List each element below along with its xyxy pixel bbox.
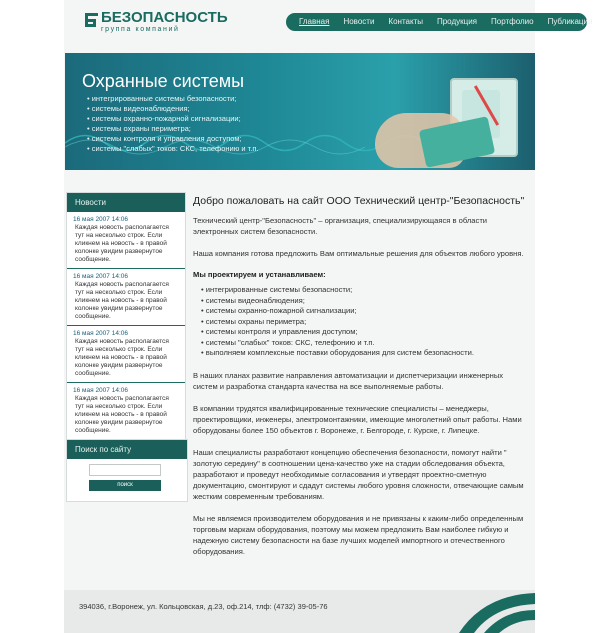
logo-icon [84, 12, 99, 28]
news-item[interactable] [67, 212, 185, 269]
search-button[interactable]: поиск [89, 480, 161, 491]
news-text: Каждая новость располагается тут на несколько строк. Если кликнем на новость - в правой колонке увидим развернутое сообщение. [75, 224, 169, 263]
news-date: 16 мая 2007 14:06 [73, 330, 128, 337]
banner-list-item: • системы "слабых" токов: СКС, телефонию и т.п. [87, 144, 259, 154]
services-list-item: • системы охраны периметра; [201, 317, 528, 328]
staff-paragraph: В компании трудятся квалифицированные технические специалисты – менеджеры, проектировщики, инженеры, электромонтажники, имеющие многолетний опыт работы. Нами оборудованы более 150 объектов г. Воронеже, г. Белгороде, г. Курске, г. Липецке. [193, 403, 522, 435]
services-list-item: • выполняем комплексные поставки оборудования для систем безопасности. [201, 348, 528, 359]
banner-title: Охранные системы [82, 71, 245, 91]
news-box [66, 192, 186, 441]
footer-address: 394036, г.Воронеж, ул. Кольцовская, д.23, оф.214, тлф: (4732) 39-05-76 [79, 602, 328, 611]
search-input[interactable] [89, 464, 161, 476]
footer [64, 590, 535, 633]
banner-list-item: • системы охраны периметра; [87, 124, 259, 134]
nav-news[interactable]: Новости [343, 17, 375, 26]
nav-contacts[interactable]: Контакты [388, 17, 423, 26]
nav-products[interactable]: Продукция [436, 17, 478, 26]
hero-banner [65, 53, 535, 170]
news-heading: Новости [67, 193, 185, 212]
banner-list-item: • системы охранно-пожарной сигнализации; [87, 114, 259, 124]
banner-list-item: • интегрированные системы безопасности; [87, 94, 259, 104]
news-text: Каждая новость располагается тут на несколько строк. Если кликнем на новость - в правой колонке увидим развернутое сообщение. [75, 281, 169, 320]
banner-list [87, 94, 259, 154]
services-list [201, 285, 528, 359]
services-heading: Мы проектируем и устанавливаем: [193, 270, 326, 279]
main-nav [286, 13, 593, 31]
services-list-item: • системы охранно-пожарной сигнализации; [201, 306, 528, 317]
intro-paragraph: Технический центр-"Безопасность" – организация, специализирующаяся в области электронных систем безопасности. [193, 216, 488, 236]
nav-publications[interactable]: Публикации [547, 17, 593, 26]
footer-swoosh-graphic [454, 590, 535, 633]
search-heading: Поиск по сайту [67, 440, 187, 459]
nav-portfolio[interactable]: Портфолио [491, 17, 534, 26]
nav-home[interactable]: Главная [299, 17, 330, 26]
services-list-item: • системы контроля и управления доступом; [201, 327, 528, 338]
search-box [66, 439, 188, 502]
news-item[interactable] [67, 269, 185, 326]
news-item[interactable] [67, 383, 185, 440]
banner-list-item: • системы видеонаблюдения; [87, 104, 259, 114]
offer-paragraph: Наша компания готова предложить Вам оптимальные решения для объектов любого уровня. [193, 249, 524, 258]
page-title: Добро пожаловать на сайт ООО Технический центр-"Безопасность" [193, 195, 525, 207]
sidebar [66, 192, 186, 441]
logo-subtitle: группа компаний [101, 26, 180, 33]
news-text: Каждая новость располагается тут на несколько строк. Если кликнем на новость - в правой колонке увидим развернутое сообщение. [75, 338, 169, 377]
plans-paragraph: В наших планах развитие направления автоматизации и диспетчеризации инженерных систем и разработка стандарта качества на все выполняемые работы. [193, 370, 504, 391]
news-item[interactable] [67, 326, 185, 383]
news-date: 16 мая 2007 14:06 [73, 216, 128, 223]
news-text: Каждая новость располагается тут на несколько строк. Если кликнем на новость - в правой колонке увидим развернутое сообщение. [75, 395, 169, 434]
logo-title: БЕЗОПАСНОСТЬ [101, 9, 228, 26]
main-content [193, 195, 528, 568]
news-date: 16 мая 2007 14:06 [73, 273, 128, 280]
concept-paragraph: Наши специалисты разработают концепцию обеспечения безопасности, помогут найти " золотую середину" в соотношении цена-качество уже на стадии обследования объекта, разработают и проведут необходимые согласования и утвердят проектно-сметную документацию, смонтируют и сдадут системы любого уровня сложности, отвечающие самым жестким современным требованиям. [193, 447, 524, 501]
services-list-item: • системы "слабых" токов: СКС, телефонию и т.п. [201, 338, 528, 349]
logo[interactable] [84, 9, 228, 36]
news-date: 16 мая 2007 14:06 [73, 387, 128, 394]
services-list-item: • интегрированные системы безопасности; [201, 285, 528, 296]
independence-paragraph: Мы не являемся производителем оборудования и не привязаны к каким-либо определенным торговым маркам оборудования, поэтому мы можем предложить Вам наиболее гибкую и надежную систему безопасности на базе лучших моделей импортного и отечественного оборудования. [193, 513, 524, 556]
services-list-item: • системы видеонаблюдения; [201, 296, 528, 307]
banner-list-item: • системы контроля и управления доступом; [87, 134, 259, 144]
header [64, 0, 593, 42]
